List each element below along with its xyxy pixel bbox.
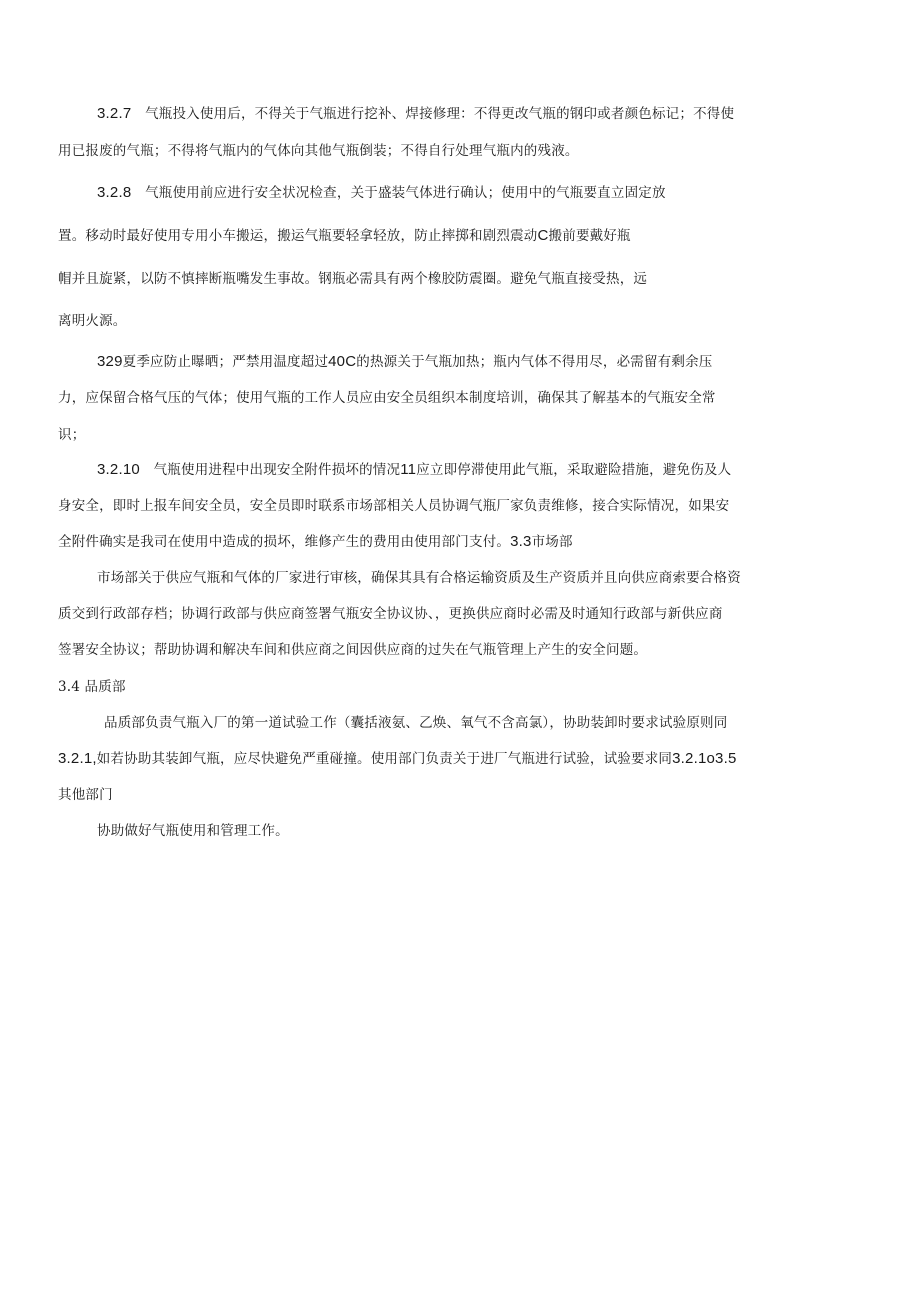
line-text: 识； <box>58 427 86 443</box>
section-heading-other <box>58 785 113 805</box>
section-number: 3.2.10 <box>97 461 140 478</box>
para-3210-line-1 <box>97 460 731 480</box>
para-35-line-1 <box>97 821 289 841</box>
line-text: 气瓶使用进程中出现安全附件损坏的情况 <box>139 462 401 478</box>
para-329-line-3 <box>58 425 85 445</box>
line-text: 力，应保留合格气压的气体；使用气瓶的工作人员应由安全员组织本制度培训，确保其了解基本的气瓶安全常 <box>58 390 716 406</box>
para-328-line-3 <box>58 269 647 289</box>
para-327-line-2 <box>58 141 579 161</box>
line-text: 离明火源。 <box>58 313 127 329</box>
line-text: 如若协助其装卸气瓶，应尽快避免严重碰撞。使用部门负责关于进厂气瓶进行试验，试验要求同 <box>96 751 673 767</box>
section-number: 3.2.7 <box>97 105 132 122</box>
para-328-line-4 <box>58 311 127 331</box>
line-text: 市场部 <box>531 534 573 550</box>
line-text: 的热源关于气瓶加热；瓶内气体不得用尽，必需留有剩余压 <box>356 354 713 370</box>
line-text: 协助做好气瓶使用和管理工作。 <box>97 823 289 839</box>
para-3210-line-2 <box>58 496 729 516</box>
section-heading-34 <box>58 677 126 697</box>
section-number: 3.2.8 <box>97 184 132 201</box>
line-text: 签署安全协议；帮助协调和解决车间和供应商之间因供应商的过失在气瓶管理上产生的安全问题。 <box>58 642 648 658</box>
heading-text: 其他部门 <box>58 787 113 803</box>
line-text: 夏季应防止曝晒；严禁用温度超过 <box>122 354 329 370</box>
line-text: 品质部负责气瓶入厂的第一道试验工作（囊括液氨、乙焕、氧气不含高氯），协助装卸时要求试验原则同 <box>104 715 728 731</box>
inline-number: 40C <box>328 353 357 370</box>
line-text: 搬前要戴好瓶 <box>548 228 631 244</box>
line-text: 全附件确实是我司在使用中造成的损坏，维修产生的费用由使用部门支付。 <box>58 534 511 550</box>
line-text: 用已报废的气瓶；不得将气瓶内的气体向其他气瓶倒装；不得自行处理气瓶内的残液。 <box>58 143 579 159</box>
para-34-line-2 <box>58 749 737 769</box>
inline-number: 11 <box>400 461 417 478</box>
line-text: 身安全，即时上报车间安全员，安全员即时联系市场部相关人员协调气瓶厂家负责维修，接合实际情况，如果安 <box>58 498 730 514</box>
para-327-line-1 <box>97 104 734 124</box>
line-text: 帽并且旋紧，以防不慎摔断瓶嘴发生事故。钢瓶必需具有两个橡胶防震圈。避免气瓶直接受热，远 <box>58 271 648 287</box>
para-328-line-1 <box>97 183 666 203</box>
inline-number: 3.2.1, <box>58 750 97 767</box>
para-3210-line-3 <box>58 532 573 552</box>
inline-number: 3.2.1o3.5 <box>672 750 737 767</box>
para-33-line-2 <box>58 604 723 624</box>
heading-text: 3.4 品质部 <box>58 679 126 695</box>
line-text: 应立即停滞使用此气瓶，采取避险措施，避免伤及人 <box>416 462 732 478</box>
para-329-line-1 <box>97 352 712 372</box>
para-33-line-1 <box>97 568 741 588</box>
line-text: 质交到行政部存档；协调行政部与供应商签署气瓶安全协议协、，更换供应商时必需及时通知行政部与新供应商 <box>58 606 723 622</box>
section-number: 3.3 <box>510 533 532 550</box>
para-328-line-2 <box>58 226 631 246</box>
inline-number: C <box>537 227 549 244</box>
para-34-line-1 <box>104 713 727 733</box>
section-number: 329 <box>97 353 123 370</box>
line-text: 气瓶投入使用后，不得关于气瓶进行挖补、焊接修理：不得更改气瓶的钢印或者颜色标记；不得使 <box>131 106 735 122</box>
para-33-line-3 <box>58 640 647 660</box>
para-329-line-2 <box>58 388 716 408</box>
line-text: 市场部关于供应气瓶和气体的厂家进行审核，确保其具有合格运输资质及生产资质并且向供应商索要合格资 <box>97 570 741 586</box>
line-text: 置。移动时最好使用专用小车搬运，搬运气瓶要轻拿轻放，防止摔掷和剧烈震动 <box>58 228 538 244</box>
line-text: 气瓶使用前应进行安全状况检查，关于盛装气体进行确认；使用中的气瓶要直立固定放 <box>131 185 666 201</box>
